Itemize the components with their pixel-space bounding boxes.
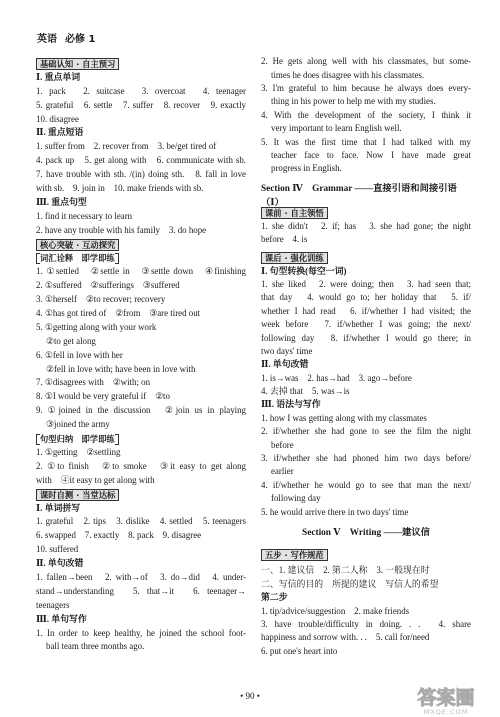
watermark-site: MXQE.COM <box>423 708 469 716</box>
right-column <box>261 55 471 658</box>
tag-row <box>36 238 246 252</box>
answer-line: thing in his power to help me with my studies. <box>271 96 436 107</box>
answer-line: 5. It was the first time that I had talked with my <box>261 136 471 147</box>
answer-line: week before 7. if/whether I was going; the next/ <box>261 319 471 330</box>
answer-line: 4. ①has got tired of ②from ③are tired out <box>36 308 201 319</box>
step-heading: 第二步 <box>261 592 288 603</box>
subsection-heading: Ⅱ. 单句改错 <box>36 558 84 569</box>
subsection-heading: Ⅰ. 单词拼写 <box>36 502 81 513</box>
answer-line: 2. if/whether she had gone to see the film the night <box>261 426 471 437</box>
tag-row <box>261 206 471 219</box>
answer-line: 1. grateful 2. tips 3. dislike 4. settled 5. teenagers <box>36 516 246 527</box>
answer-line: 5. grateful 6. settle 7. suffer 8. recover 9. exactly <box>36 99 246 110</box>
writing-block <box>261 564 471 658</box>
tag-row <box>261 548 471 561</box>
answer-line: with sb. 9. join in 10. make friends with sb. <box>36 183 204 194</box>
section-tag-afterclass: 课后 · 强化训练 <box>261 252 328 264</box>
answer-line: 1. she didn't 2. if; has 3. she had gone; the night <box>261 220 471 231</box>
answer-line: 7. have trouble with sth. /(in) doing sth. 8. fall in love <box>36 169 246 180</box>
answer-line: 3. I'm grateful to him because he always does every- <box>261 83 471 94</box>
answer-line: before <box>271 439 294 450</box>
section-tag-selftest: 课时自测 · 当堂达标 <box>36 489 119 501</box>
answer-line: following day 8. if/whether I would go there; in <box>261 332 471 343</box>
subsection-heading: Ⅲ. 单句写作 <box>36 613 87 624</box>
answer-line: 3. ①herself ②to recover; recovery <box>36 294 166 305</box>
answer-line: 1. find it necessary to learn <box>36 210 133 221</box>
answer-line: 5. ①getting along with your work <box>36 321 157 332</box>
subsection-heading: Ⅲ. 重点句型 <box>36 196 87 207</box>
answer-line: that day 4. would go to; her holiday that 5. if/ <box>261 292 471 303</box>
tag-row <box>36 488 246 502</box>
volume-label: 必修 1 <box>65 34 96 45</box>
answer-line: 1. she liked 2. were doing; then 3. had seen that; <box>261 278 471 289</box>
watermark <box>398 688 494 716</box>
answer-line: ③joined the army <box>46 419 110 430</box>
answer-line: 5. he would arrive there in two days' time <box>261 506 409 517</box>
answer-line: times he does disagree with his classmates. <box>271 69 425 80</box>
tag-row <box>36 57 246 71</box>
answer-line: 二、写信的目的 所提的建议 写信人的希望 <box>261 578 439 589</box>
answer-line: 3. have trouble/difficulty in doing. . . 4. share <box>261 618 471 629</box>
answer-line: 10. suffered <box>36 544 79 555</box>
answer-line: 1. tip/advice/suggestion 2. make friends <box>261 605 410 616</box>
answer-line: 4. 去掉 that 5. was→is <box>261 386 350 397</box>
subject-label: 英语 <box>37 34 57 45</box>
subsection-heading: Ⅲ. 语法与写作 <box>261 399 321 410</box>
answer-line: whether I had read 6. if/whether I had visited; the <box>261 305 471 316</box>
answer-line: ②fell in love with; have been in love with <box>46 363 196 374</box>
section-heading-grammar: Section Ⅳ Grammar ——直接引语和间接引语（Ⅰ） <box>261 184 457 208</box>
answer-line: 7. ①disagrees with ②with; on <box>36 377 151 388</box>
answer-line: 4. pack up 5. get along with 6. communicate with sb. <box>36 155 246 166</box>
answer-line: 2. ①suffered ②sufferings ③suffered <box>36 280 180 291</box>
answer-line: with ④it easy to get along with <box>36 474 155 485</box>
section-tag-core: 核心突破 · 互动探究 <box>36 239 119 251</box>
answer-line: teacher face to face. Now I have made great <box>271 150 471 161</box>
bracket-heading-pattern: 句型归纳 即学即练 <box>36 434 119 445</box>
page-number: • 90 • <box>240 691 260 701</box>
subsection-heading: Ⅰ. 句型转换(每空一词) <box>261 265 347 276</box>
answer-line: 1. fallen→been 2. with→of 3. do→did 4. under- <box>36 571 246 582</box>
answer-line: 1. In order to keep healthy, he joined the school foot- <box>36 627 246 638</box>
answer-line: two days' time <box>261 345 313 356</box>
page-header <box>37 33 95 47</box>
left-column <box>36 57 246 654</box>
tag-row <box>261 251 471 264</box>
answer-line: earlier <box>271 466 294 477</box>
answer-line: ②to get along <box>46 335 96 346</box>
answer-line: 1. ①getting ②settling <box>36 446 121 457</box>
subsection-heading: Ⅰ. 重点单词 <box>36 71 81 82</box>
answer-line: 1. how I was getting along with my classmates <box>261 412 427 423</box>
answer-line: 2. have any trouble with his family 3. do hope <box>36 224 207 235</box>
section-tag-writing-steps: 五步 · 写作规范 <box>261 549 328 561</box>
section-heading-writing: Section Ⅴ Writing ——建议信 <box>302 527 430 538</box>
answer-line: before 4. is <box>261 233 308 244</box>
bracket-heading-vocab: 词汇诠释 即学即练 <box>36 253 119 264</box>
answer-line: 6. put one's heart into <box>261 645 338 656</box>
answer-line: teenagers <box>36 599 70 610</box>
answer-line: 3. if/whether she had phoned him two days before/ <box>261 453 471 464</box>
subsection-heading: Ⅱ. 重点短语 <box>36 127 84 138</box>
watermark-logo: 答案圈 <box>417 687 475 709</box>
answer-line: very important to learn English well. <box>271 123 402 134</box>
answer-line: 9. ①joined in the discussion ②join us in playing <box>36 405 246 416</box>
subsection-heading: Ⅱ. 单句改错 <box>261 359 309 370</box>
bracket-row <box>36 251 246 265</box>
answer-line: 一、1. 建议信 2. 第二人称 3. 一般现在时 <box>261 565 430 576</box>
answer-line: stand→understanding 5. that→it 6. teenager→ <box>36 585 246 596</box>
answer-line: 1. ①settled ②settle in ③settle down ④finishing <box>36 266 246 277</box>
answer-line: 4. With the development of the society, I think it <box>261 109 471 120</box>
answer-line: 2. ①to finish ②to smoke ③it easy to get along <box>36 460 246 471</box>
answer-line: 2. He gets along well with his classmates, but some- <box>261 56 471 67</box>
section-tag-preclass: 课前 · 自主领悟 <box>261 207 328 219</box>
answer-line: 1. is→was 2. has→had 3. ago→before <box>261 372 412 383</box>
answer-line: progress in English. <box>271 163 342 174</box>
answer-line: 8. ①I would be very grateful if ②to <box>36 391 170 402</box>
answer-line: happiness and sorrow with. . . 5. call for/need <box>261 632 430 643</box>
answer-line: 6. swapped 7. exactly 8. pack 9. disagree <box>36 530 202 541</box>
answer-line: 6. ①fell in love with her <box>36 349 123 360</box>
answer-line: following day <box>271 493 321 504</box>
section-tag-basic: 基础认知 · 自主预习 <box>36 58 119 70</box>
answer-line: 1. pack 2. suitcase 3. overcoat 4. teenager <box>36 85 246 96</box>
bracket-row <box>36 432 246 446</box>
answer-line: 10. disagree <box>36 113 79 124</box>
answer-line: ball team three months ago. <box>46 641 145 652</box>
answer-line: 1. suffer from 2. recover from 3. be/get tired of <box>36 141 217 152</box>
answer-line: 4. if/whether he would go to see that man the next/ <box>261 479 471 490</box>
